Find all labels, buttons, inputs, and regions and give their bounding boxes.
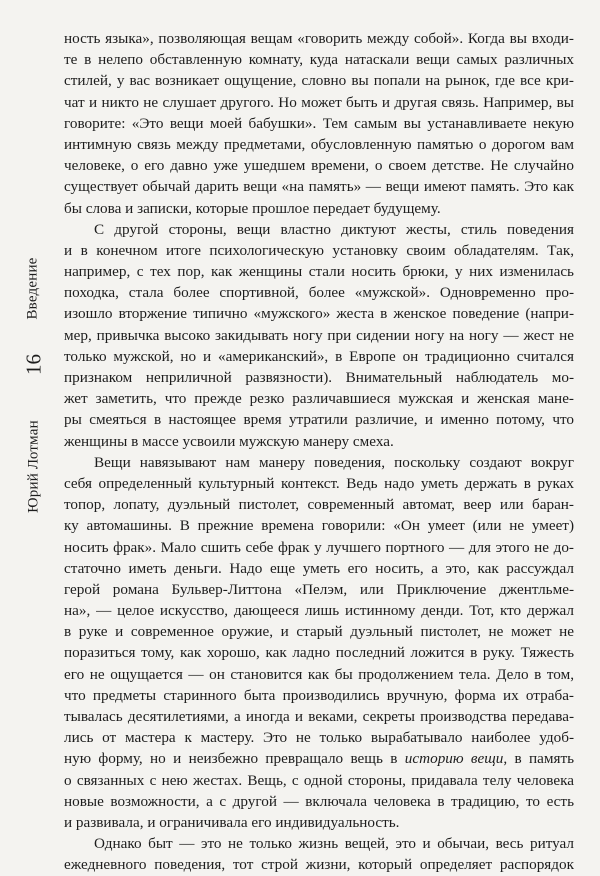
text-line: ность языка», позволяющая вещам «говорить между собой». Когда вы входи- [64,30,574,47]
text-line: ку автомашины. В прежние времена говорили: «Он умеет (или не умеет) [64,517,574,535]
text-line: поразиться тому, как хорошо, как ладно последний ложится в руку. Тяжесть [64,644,574,662]
text-line: говорите: «Это вещи моей бабушки». Тем самым вы устанавливаете некую [64,114,574,132]
text-line: походка, стала более спортивной, более «мужской». Одновременно про- [64,284,574,302]
body-text [64,28,574,876]
text-line: новые возможности, а с другой — включала человека в традицию, то есть [64,792,574,810]
text-line: мер, привычка высоко закидывать ногу при сидении ногу на ногу — жест не [64,326,574,344]
author-name: Юрий Лотман [25,420,42,513]
text-line: носить фрак». Мало сшить себе фрак у лучшего портного — для этого не до- [64,538,574,556]
text-line: и в конечном итоге психологическую установку своим обладателям. Так, [64,241,574,259]
text-line: топор, лопату, дуэльный пистолет, современный автомат, веер или баран- [64,496,574,514]
text-line-with-emphasis [64,748,574,769]
text-line: о связанных с нею жестах. Вещь, с одной стороны, придавала телу человека [64,771,574,789]
paragraph-end-line: женщины в массе усвоили мужскую манеру смеха. [64,432,394,450]
text-line: на», — целое искусство, дающееся лишь истинному денди. Тот, кто держал [64,602,574,620]
text-line: чат и никто не слушает другого. Но может быть и другая связь. Например, вы [64,93,574,111]
text-line: например, с тех пор, как женщины стали носить брюки, у них изменилась [64,263,574,281]
text-line: жет заметить, что прежде резко различавшиеся мужская и женская мане- [64,390,574,408]
text-line: герой романа Бульвер-Литтона «Пелэм, или Приключение джентльме- [64,580,574,598]
text-line: человеке, о его давно уже ушедшем времени, о своем детстве. Не случайно [64,157,574,175]
text-line: интимную связь между предметами, обусловленную памятью о дорогом вам [64,135,574,153]
page-margin [8,0,58,750]
paragraph-end-line: бы слова и записки, которые прошлое передает будущему. [64,199,441,217]
text-line: лись от мастера к мастеру. Это не только вырабатывало наиболее удоб- [64,729,574,747]
page-number: 16 [21,354,46,375]
text-line: только мужской, но и «американский», в Европе он традиционно считался [64,347,574,365]
text-line: что предметы старинного быта производились вручную, форма их отраба- [64,686,574,704]
paragraph-start-line: Однако быт — это не только жизнь вещей, это и обычаи, весь ритуал [94,835,574,853]
text-line: признаком неприличной развязности). Внимательный наблюдатель мо- [64,369,574,386]
text-line: стилей, у вас возникает ощущение, словно вы попали на рынок, где все кри- [64,72,574,90]
text-line: существует обычай дарить вещи «на память» — вещи имеют память. Это как [64,178,574,196]
paragraph-start-line: С другой стороны, вещи властно диктуют жесты, стиль поведения [94,220,574,238]
text-line: его не ощущается — он становится как бы продолжением тела. Дело в том, [64,665,574,683]
text-line: ежедневного поведения, тот строй жизни, который определяет распорядок [64,856,574,874]
text-line: в руке и современное оружие, и старый дуэльный пистолет, не может не [64,623,574,641]
text-line: тывалась десятилетиями, а иногда и веками, секреты производства передава- [64,708,574,725]
line-text-after: , в память [503,750,575,768]
paragraph-end-line: и развивала, и ограничивала его индивидуальность. [64,813,400,831]
text-line: ры смеяться в настоящее время утратили различие, и именно потому, что [64,411,574,429]
text-line: себя определенный культурный контекст. Ведь надо уметь держать в руках [64,474,574,492]
text-line: те в нелепо обставленную комнату, куда натаскали вещи самых различных [64,51,574,69]
paragraph-start-line: Вещи навязывают нам манеру поведения, поскольку создают вокруг [94,453,574,471]
emphasis-text: историю вещи [404,750,504,768]
text-line: изошло вторжение типично «мужского» жеста в женское поведение (напри- [64,305,574,323]
section-title: Введение [24,257,41,320]
text-line: статочно иметь деньги. Надо еще уметь его носить, а это, как рассуждал [64,559,574,577]
line-text-before: ную форму, но и неизбежно превращало вещь в [64,750,398,768]
